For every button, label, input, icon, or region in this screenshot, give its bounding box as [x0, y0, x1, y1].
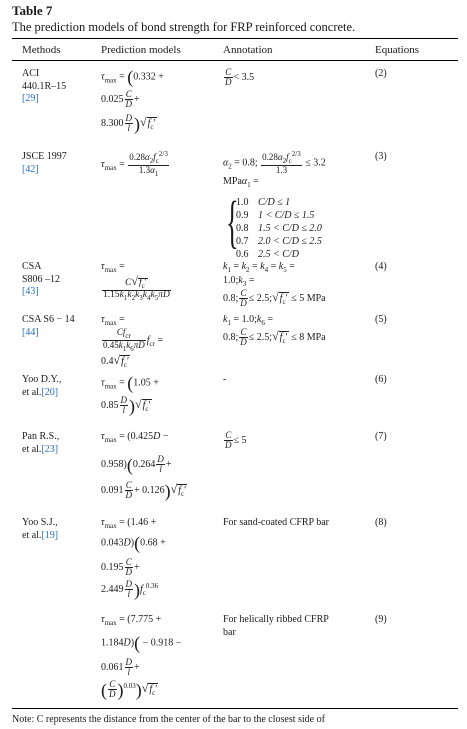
- header-prediction-models: Prediction models: [101, 44, 181, 56]
- formula-eq5: $\tau_{max}$ = $\frac{Cf_{cr}}{0.45k_1k_6\pi D}$ $f_{cr}$ = $0.4√f_c'$: [101, 314, 164, 370]
- citation-link[interactable]: [42]: [22, 163, 39, 175]
- annotation-eq3: $\alpha_2 = 0.8$; $\frac{0.28\alpha_2f_c^{2/3}}{1.3}$ ≤ 3.2 MPaα$_1$ =: [223, 150, 326, 189]
- formula-eq4: $\tau_{max}$ = $\frac{C√f_c'}{1.15k_1k_2k_3k_4k_5\pi D}$: [101, 261, 170, 302]
- formula-eq9: $\tau_{max} = (7.775$ + 1.184D)( − 0.918 − 0.061 $\frac{D}{l}$ + ( $\frac{C}{D}$ )$^{0.03})√f_c'$: [101, 614, 182, 700]
- header-rule: [12, 60, 458, 61]
- citation-link[interactable]: [44]: [22, 326, 39, 338]
- citation-link[interactable]: [43]: [22, 286, 39, 297]
- method-csa-s806: CSA S806 –12 [43]: [22, 261, 61, 297]
- method-csa-s6: CSA S6 − 14 [44]: [22, 314, 75, 338]
- cases-brace: {: [226, 189, 239, 254]
- equation-number: (2): [375, 68, 387, 79]
- equation-number: (7): [375, 431, 387, 442]
- citation-link[interactable]: [23]: [41, 443, 59, 455]
- equation-number: (9): [375, 614, 387, 625]
- case-row: 1.0 C/D ≤ 1: [236, 197, 291, 208]
- case-row: 0.7 2.0 < C/D ≤ 2.5: [236, 236, 322, 247]
- formula-eq2: $\tau_{max} = (0.332$ + 0.025 $\frac{C}{D}$ + 8.300 $\frac{D}{l}$ )$√f_c'$: [101, 67, 164, 134]
- formula-eq8: $\tau_{max} = (1.46$ + 0.043D)(0.68 + 0.195 $\frac{C}{D}$ + 2.449 $\frac{D}{l}$ )$f_c^{0.36}$: [101, 517, 166, 600]
- citation-link[interactable]: [20]: [41, 386, 59, 398]
- equation-number: (4): [375, 261, 387, 272]
- header-annotation: Annotation: [223, 44, 273, 56]
- equation-number: (8): [375, 517, 387, 528]
- bottom-rule: [12, 708, 458, 709]
- method-pan-rs: Pan R.S., et al.[23]: [22, 431, 60, 455]
- annotation-eq4: $k_1 = k_2 = k_4 = k_5$ = $1.0;k_3$ = 0.8; $\frac{C}{D}$ ≤ $2.5;√f_c' \le 5$ MPa: [223, 261, 326, 308]
- method-yoo-dy: Yoo D.Y., et al.[20]: [22, 374, 62, 398]
- annotation-eq6: -: [223, 374, 227, 385]
- method-yoo-sj: Yoo S.J., et al.[19]: [22, 517, 59, 541]
- case-row: 0.9 1 < C/D ≤ 1.5: [236, 210, 315, 221]
- top-rule: [12, 38, 458, 39]
- equation-number: (6): [375, 374, 387, 385]
- formula-eq3: $\tau_{max}$ = $\frac{0.28\alpha_2f_c^{2/3}}{1.3\alpha_1}$: [101, 150, 168, 178]
- citation-link[interactable]: [19]: [41, 529, 59, 541]
- annotation-eq7: $\frac{C}{D}$ ≤ 5: [225, 430, 247, 451]
- annotation-eq9: For helically ribbed CFRP bar: [223, 614, 329, 638]
- equation-number: (3): [375, 151, 387, 162]
- method-jsce: JSCE 1997 [42]: [22, 151, 67, 175]
- header-methods: Methods: [22, 44, 61, 56]
- formula-eq6: $\tau_{max} = (1.05$ + 0.85 $\frac{D}{l}$ )$√f_c'$: [101, 373, 159, 416]
- case-row: 0.6 2.5 < C/D: [236, 249, 299, 260]
- equation-number: (5): [375, 314, 387, 325]
- cases-list: [236, 196, 322, 261]
- table-label: Table 7: [12, 3, 53, 18]
- table-title: The prediction models of bond strength for FRP reinforced concrete.: [12, 20, 356, 34]
- citation-link[interactable]: [29]: [22, 93, 39, 104]
- case-row: 0.8 1.5 < C/D ≤ 2.0: [236, 223, 322, 234]
- table-footnote: Note: C represents the distance from the center of the bar to the closest side of: [12, 714, 325, 725]
- annotation-eq5: $k_1$ = $1.0;k_6$ = 0.8; $\frac{C}{D}$ ≤ $2.5;√f_c' \le 8$ MPa: [223, 314, 326, 348]
- header-equations: Equations: [375, 44, 419, 56]
- method-aci: ACI 440.1R–15 [29]: [22, 68, 67, 104]
- annotation-eq8: For sand-coated CFRP bar: [223, 517, 330, 528]
- annotation-eq2: $\frac{C}{D}$ < 3.5: [225, 67, 255, 88]
- formula-eq7: $\tau_{max} = (0.425D$ − 0.958)(0.264 $\frac{D}{l}$ + 0.091 $\frac{C}{D}$ + $0.126)√f_c'$: [101, 431, 187, 501]
